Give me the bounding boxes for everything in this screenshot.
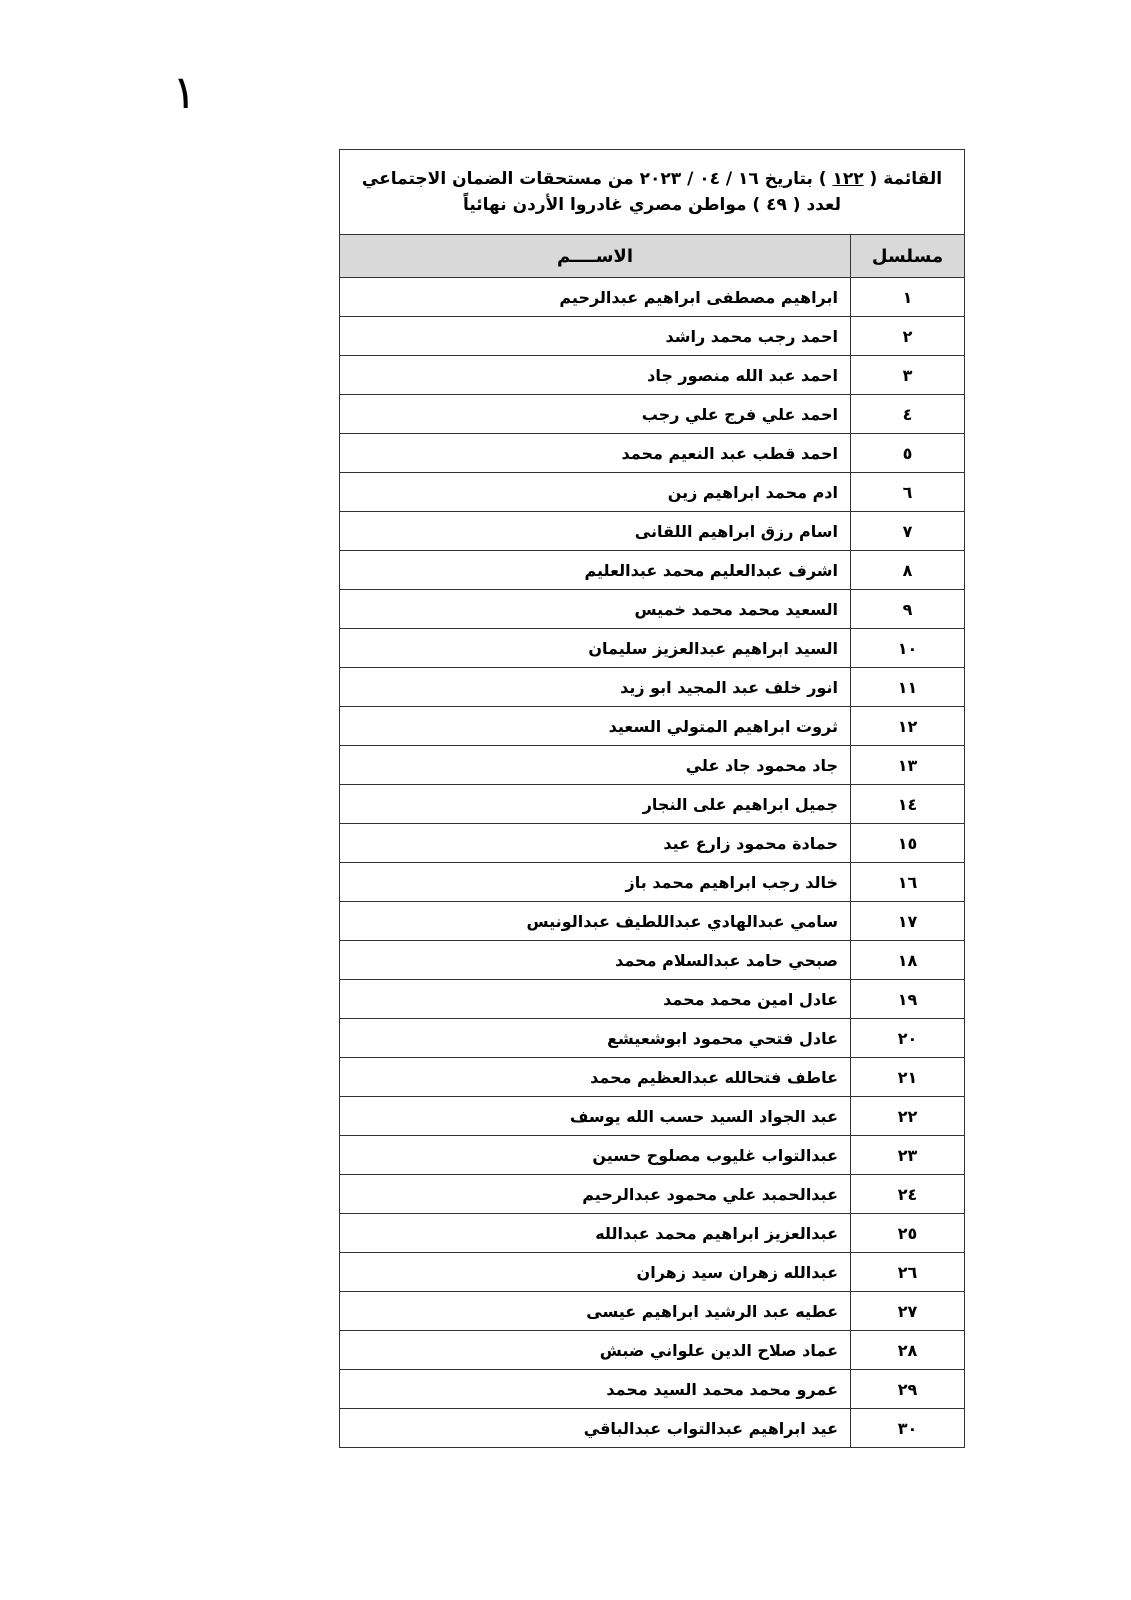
- serial-cell: ١٣: [851, 746, 965, 785]
- table-row: [340, 1292, 965, 1331]
- page-number: ١: [172, 65, 197, 119]
- serial-cell: ٢٥: [851, 1214, 965, 1253]
- table-row: [340, 473, 965, 512]
- serial-cell: ٦: [851, 473, 965, 512]
- table-row: [340, 1409, 965, 1448]
- serial-cell: ٢١: [851, 1058, 965, 1097]
- serial-header: مسلسل: [851, 235, 965, 278]
- name-cell: خالد رجب ابراهيم محمد باز: [340, 863, 851, 902]
- table-row: [340, 785, 965, 824]
- serial-cell: ٢٤: [851, 1175, 965, 1214]
- serial-cell: ٢: [851, 317, 965, 356]
- table-title: [340, 150, 965, 235]
- name-cell: احمد عبد الله منصور جاد: [340, 356, 851, 395]
- serial-cell: ٢٨: [851, 1331, 965, 1370]
- table-row: [340, 356, 965, 395]
- name-cell: عبد الجواد السيد حسب الله يوسف: [340, 1097, 851, 1136]
- serial-cell: ٢٠: [851, 1019, 965, 1058]
- serial-cell: ٩: [851, 590, 965, 629]
- serial-cell: ١٥: [851, 824, 965, 863]
- title-suffix: ) بتاريخ ١٦ / ٠٤ / ٢٠٢٣ من مستحقات الضمان الاجتماعي: [361, 169, 827, 189]
- name-cell: احمد رجب محمد راشد: [340, 317, 851, 356]
- name-cell: ثروت ابراهيم المتولي السعيد: [340, 707, 851, 746]
- table-row: [340, 629, 965, 668]
- table-row: [340, 746, 965, 785]
- name-cell: صبحي حامد عبدالسلام محمد: [340, 941, 851, 980]
- serial-cell: ٣٠: [851, 1409, 965, 1448]
- name-header: الاســــم: [340, 235, 851, 278]
- name-cell: عبدالعزيز ابراهيم محمد عبدالله: [340, 1214, 851, 1253]
- name-cell: احمد علي فرج علي رجب: [340, 395, 851, 434]
- name-cell: ادم محمد ابراهيم زين: [340, 473, 851, 512]
- title-row: [340, 150, 965, 235]
- name-cell: عبدالتواب غليوب مصلوح حسين: [340, 1136, 851, 1175]
- table-row: [340, 1058, 965, 1097]
- serial-cell: ٢٧: [851, 1292, 965, 1331]
- title-line-2: لعدد ( ٤٩ ) مواطن مصري غادروا الأردن نهائياً: [462, 195, 842, 215]
- table-row: [340, 1214, 965, 1253]
- name-cell: عيد ابراهيم عبدالتواب عبدالباقي: [340, 1409, 851, 1448]
- table-row: [340, 551, 965, 590]
- serial-cell: ١: [851, 278, 965, 317]
- name-cell: اشرف عبدالعليم محمد عبدالعليم: [340, 551, 851, 590]
- serial-cell: ١١: [851, 668, 965, 707]
- table-row: [340, 1175, 965, 1214]
- name-cell: سامي عبدالهادي عبداللطيف عبدالونيس: [340, 902, 851, 941]
- name-cell: انور خلف عبد المجيد ابو زيد: [340, 668, 851, 707]
- serial-cell: ٢٢: [851, 1097, 965, 1136]
- table-row: [340, 434, 965, 473]
- table-row: [340, 1097, 965, 1136]
- serial-cell: ٧: [851, 512, 965, 551]
- table-row: [340, 824, 965, 863]
- serial-cell: ١٤: [851, 785, 965, 824]
- name-cell: حمادة محمود زارع عيد: [340, 824, 851, 863]
- table-row: [340, 278, 965, 317]
- header-row: [340, 235, 965, 278]
- serial-cell: ٢٦: [851, 1253, 965, 1292]
- serial-cell: ١٢: [851, 707, 965, 746]
- table-row: [340, 395, 965, 434]
- table-row: [340, 1370, 965, 1409]
- serial-cell: ٥: [851, 434, 965, 473]
- table-row: [340, 590, 965, 629]
- beneficiaries-table: [339, 149, 965, 1448]
- table-row: [340, 1331, 965, 1370]
- name-cell: السيد ابراهيم عبدالعزيز سليمان: [340, 629, 851, 668]
- table-row: [340, 707, 965, 746]
- name-cell: عمرو محمد محمد السيد محمد: [340, 1370, 851, 1409]
- serial-cell: ٨: [851, 551, 965, 590]
- serial-cell: ١٨: [851, 941, 965, 980]
- name-cell: عبدالحمبد علي محمود عبدالرحيم: [340, 1175, 851, 1214]
- name-cell: احمد قطب عبد النعيم محمد: [340, 434, 851, 473]
- name-cell: جاد محمود جاد علي: [340, 746, 851, 785]
- table-row: [340, 1019, 965, 1058]
- table-row: [340, 317, 965, 356]
- list-number: ١٢٢: [832, 169, 864, 189]
- table-row: [340, 941, 965, 980]
- table-row: [340, 1136, 965, 1175]
- serial-cell: ١٩: [851, 980, 965, 1019]
- serial-cell: ٣: [851, 356, 965, 395]
- name-cell: عادل امين محمد محمد: [340, 980, 851, 1019]
- name-cell: السعيد محمد محمد خميس: [340, 590, 851, 629]
- name-cell: ابراهيم مصطفى ابراهيم عبدالرحيم: [340, 278, 851, 317]
- serial-cell: ١٦: [851, 863, 965, 902]
- name-cell: جميل ابراهيم على النجار: [340, 785, 851, 824]
- table-row: [340, 980, 965, 1019]
- name-cell: عطيه عبد الرشيد ابراهيم عيسى: [340, 1292, 851, 1331]
- serial-cell: ١٧: [851, 902, 965, 941]
- title-line-1: [340, 166, 964, 192]
- name-cell: عادل فتحي محمود ابوشعيشع: [340, 1019, 851, 1058]
- table-row: [340, 1253, 965, 1292]
- title-prefix: القائمة (: [869, 169, 943, 189]
- name-cell: عماد صلاح الدين علواني ضبش: [340, 1331, 851, 1370]
- table-row: [340, 512, 965, 551]
- table-row: [340, 668, 965, 707]
- table-row: [340, 863, 965, 902]
- name-cell: عاطف فتحالله عبدالعظيم محمد: [340, 1058, 851, 1097]
- serial-cell: ٤: [851, 395, 965, 434]
- serial-cell: ٢٩: [851, 1370, 965, 1409]
- name-cell: عبدالله زهران سيد زهران: [340, 1253, 851, 1292]
- table-row: [340, 902, 965, 941]
- name-cell: اسام رزق ابراهيم اللقانى: [340, 512, 851, 551]
- serial-cell: ١٠: [851, 629, 965, 668]
- serial-cell: ٢٣: [851, 1136, 965, 1175]
